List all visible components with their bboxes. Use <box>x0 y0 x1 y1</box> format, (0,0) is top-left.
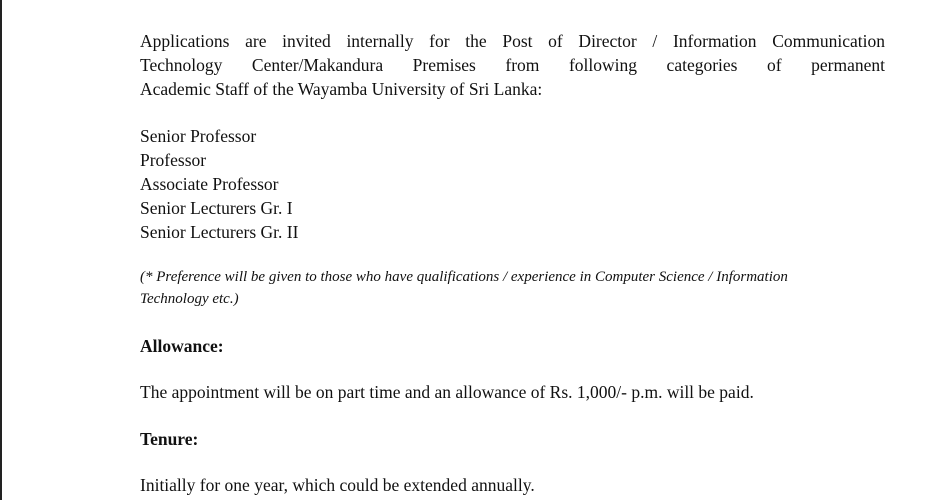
tenure-text: Initially for one year, which could be extended annually. <box>140 475 535 495</box>
intro-line: Academic Staff of the Wayamba University of Sri Lanka: <box>140 79 543 99</box>
note-line: (* Preference will be given to those who have qualifications / experience in Computer Science / Information <box>140 269 788 285</box>
note-line: Technology etc.) <box>140 291 239 307</box>
category-item: Professor <box>140 150 207 170</box>
staff-categories-list <box>140 124 885 244</box>
tenure-heading: Tenure: <box>140 429 199 449</box>
category-item: Senior Lecturers Gr. I <box>140 198 293 218</box>
preference-note <box>140 266 885 310</box>
intro-paragraph <box>140 29 885 101</box>
category-item: Associate Professor <box>140 174 279 194</box>
intro-line: Technology Center/Makandura Premises from following categories of permanent <box>140 55 885 75</box>
allowance-text: The appointment will be on part time and an allowance of Rs. 1,000/- p.m. will be paid. <box>140 382 754 402</box>
category-item: Senior Lecturers Gr. II <box>140 222 299 242</box>
intro-line: Applications are invited internally for the Post of Director / Information Communication <box>140 31 885 51</box>
category-item: Senior Professor <box>140 126 257 146</box>
allowance-heading: Allowance: <box>140 336 224 356</box>
left-margin-rule <box>0 0 2 500</box>
